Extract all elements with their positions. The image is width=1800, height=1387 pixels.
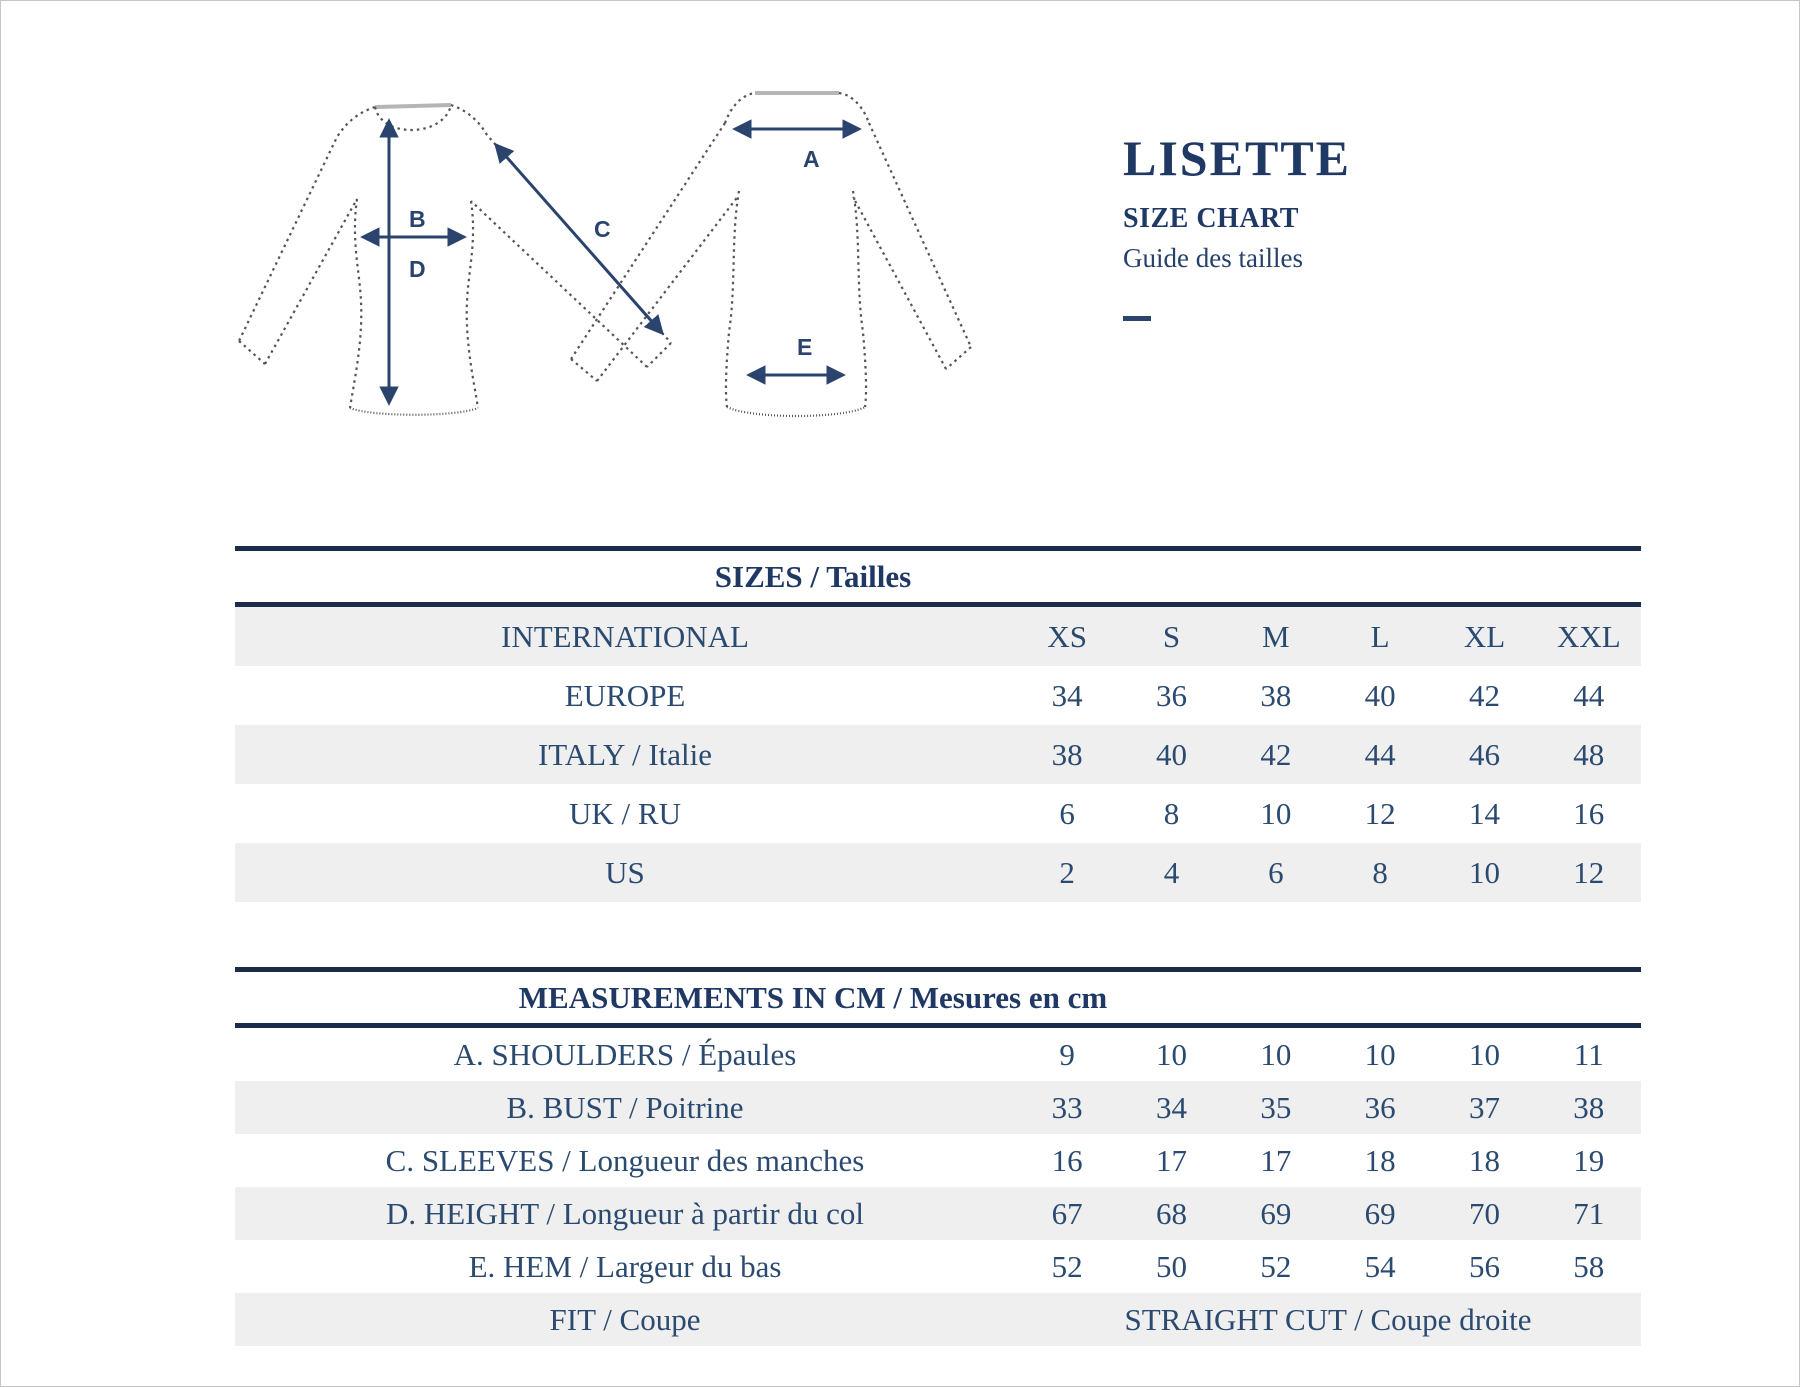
sizes-row-italy bbox=[235, 725, 1641, 784]
measure-value: 34 bbox=[1155, 1089, 1187, 1125]
back-left-shoulder bbox=[725, 93, 755, 123]
chart-subtitle-fr: Guide des tailles bbox=[1123, 243, 1303, 273]
measure-value: 69 bbox=[1260, 1195, 1292, 1231]
row-label: ITALY / Italie bbox=[537, 736, 713, 772]
measure-value: 52 bbox=[1051, 1248, 1083, 1284]
label-d: D bbox=[409, 256, 426, 282]
measure-value: 56 bbox=[1468, 1248, 1500, 1284]
row-label: E. HEM / Largeur du bas bbox=[468, 1248, 782, 1284]
size-value: 6 bbox=[1268, 854, 1284, 890]
row-label: C. SLEEVES / Longueur des manches bbox=[385, 1142, 865, 1178]
size-value: 42 bbox=[1468, 677, 1500, 713]
size-value: 12 bbox=[1364, 795, 1396, 831]
size-value: 34 bbox=[1051, 677, 1083, 713]
sizes-row-international bbox=[235, 607, 1641, 666]
size-value: 38 bbox=[1051, 736, 1083, 772]
size-value: 4 bbox=[1163, 854, 1180, 890]
back-right-side bbox=[853, 191, 866, 407]
back-right-shoulder bbox=[839, 93, 869, 123]
row-label: FIT / Coupe bbox=[549, 1301, 701, 1337]
title-block bbox=[1123, 130, 1352, 321]
size-value: 40 bbox=[1155, 736, 1187, 772]
sizes-row-us bbox=[235, 843, 1641, 902]
size-col-xl: XL bbox=[1463, 618, 1506, 654]
measure-row-shoulders bbox=[235, 1028, 1641, 1081]
front-neckline bbox=[375, 105, 451, 130]
measurements-table-title: MEASUREMENTS IN CM / Mesures en cm bbox=[518, 979, 1108, 1015]
label-c: C bbox=[594, 216, 611, 242]
size-col-m: M bbox=[1262, 618, 1290, 654]
measure-value: 10 bbox=[1468, 1036, 1500, 1072]
garment-back-view bbox=[571, 93, 971, 416]
measure-value: 58 bbox=[1573, 1248, 1605, 1284]
measure-value: 38 bbox=[1573, 1089, 1605, 1125]
measure-value: 35 bbox=[1260, 1089, 1292, 1125]
size-value: 44 bbox=[1573, 677, 1605, 713]
size-value: 10 bbox=[1468, 854, 1500, 890]
measure-value: 16 bbox=[1051, 1142, 1083, 1178]
front-hem-line bbox=[350, 408, 478, 415]
size-value: 40 bbox=[1364, 677, 1396, 713]
row-label: INTERNATIONAL bbox=[501, 618, 749, 654]
measure-row-bust bbox=[235, 1081, 1641, 1134]
measure-value: 10 bbox=[1364, 1036, 1396, 1072]
sizes-row-europe bbox=[235, 666, 1641, 725]
sizes-row-uk bbox=[235, 784, 1641, 843]
back-right-cuff bbox=[946, 347, 971, 369]
front-right-side bbox=[467, 201, 478, 408]
front-right-cuff bbox=[647, 343, 671, 367]
label-e: E bbox=[797, 334, 813, 360]
measure-value: 70 bbox=[1468, 1195, 1500, 1231]
size-value: 36 bbox=[1155, 677, 1187, 713]
chart-title: SIZE CHART bbox=[1123, 203, 1299, 234]
row-label: US bbox=[605, 854, 645, 890]
measure-value: 54 bbox=[1364, 1248, 1396, 1284]
back-hem-line bbox=[727, 407, 865, 416]
back-left-side bbox=[726, 191, 739, 407]
measure-value: 18 bbox=[1468, 1142, 1500, 1178]
title-divider-dash bbox=[1123, 316, 1151, 321]
size-value: 38 bbox=[1260, 677, 1292, 713]
row-label: B. BUST / Poitrine bbox=[506, 1089, 744, 1125]
label-a: A bbox=[803, 146, 820, 172]
size-value: 12 bbox=[1573, 854, 1605, 890]
row-label: UK / RU bbox=[569, 795, 681, 831]
measure-value: 18 bbox=[1364, 1142, 1396, 1178]
measure-value: 68 bbox=[1155, 1195, 1187, 1231]
measure-arrow-c bbox=[496, 145, 662, 333]
size-value: 44 bbox=[1364, 736, 1396, 772]
front-left-cuff bbox=[239, 341, 265, 364]
label-b: B bbox=[409, 206, 426, 232]
row-label: EUROPE bbox=[564, 677, 686, 713]
sizes-table bbox=[235, 546, 1641, 902]
size-value: 2 bbox=[1059, 854, 1075, 890]
size-col-s: S bbox=[1162, 618, 1181, 654]
front-left-sleeve-inner bbox=[265, 199, 357, 364]
size-value: 42 bbox=[1260, 736, 1292, 772]
measure-value: 33 bbox=[1051, 1089, 1083, 1125]
size-value: 48 bbox=[1573, 736, 1605, 772]
measure-value: 71 bbox=[1573, 1195, 1605, 1231]
size-value: 8 bbox=[1163, 795, 1180, 831]
measure-value: 17 bbox=[1260, 1142, 1292, 1178]
measure-value: 67 bbox=[1051, 1195, 1083, 1231]
back-right-sleeve-outer bbox=[869, 123, 971, 347]
measure-value: 36 bbox=[1364, 1089, 1396, 1125]
measure-row-sleeves bbox=[235, 1134, 1641, 1187]
measure-value: 9 bbox=[1059, 1036, 1075, 1072]
garment-diagram bbox=[219, 77, 981, 433]
size-col-xxl: XXL bbox=[1556, 618, 1621, 654]
front-neck-top-line bbox=[375, 105, 451, 107]
front-left-side bbox=[350, 199, 361, 408]
measure-row-hem bbox=[235, 1240, 1641, 1293]
sizes-table-title: SIZES / Tailles bbox=[714, 558, 912, 594]
measurements-table bbox=[235, 967, 1641, 1346]
brand-title: LISETTE bbox=[1123, 130, 1352, 186]
back-left-cuff bbox=[571, 359, 597, 381]
measure-value: 10 bbox=[1260, 1036, 1292, 1072]
measure-value: 37 bbox=[1468, 1089, 1500, 1125]
front-measure-arrows bbox=[363, 121, 662, 403]
size-col-l: L bbox=[1370, 618, 1390, 654]
size-value: 46 bbox=[1468, 736, 1500, 772]
fit-value: STRAIGHT CUT / Coupe droite bbox=[1124, 1301, 1532, 1337]
measure-value: 69 bbox=[1364, 1195, 1396, 1231]
back-right-sleeve-inner bbox=[853, 197, 946, 369]
measure-row-fit bbox=[235, 1293, 1641, 1346]
size-value: 10 bbox=[1260, 795, 1292, 831]
row-label: A. SHOULDERS / Épaules bbox=[453, 1036, 797, 1072]
measure-value: 10 bbox=[1155, 1036, 1187, 1072]
measure-value: 19 bbox=[1573, 1142, 1605, 1178]
garment-front-view bbox=[239, 105, 671, 415]
measure-row-height bbox=[235, 1187, 1641, 1240]
size-value: 6 bbox=[1059, 795, 1075, 831]
measure-value: 50 bbox=[1155, 1248, 1187, 1284]
size-value: 16 bbox=[1573, 795, 1605, 831]
measure-value: 11 bbox=[1573, 1036, 1604, 1072]
measure-value: 17 bbox=[1155, 1142, 1187, 1178]
measure-value: 52 bbox=[1260, 1248, 1292, 1284]
row-label: D. HEIGHT / Longueur à partir du col bbox=[385, 1195, 865, 1231]
front-left-sleeve-outer bbox=[239, 107, 375, 341]
size-value: 14 bbox=[1468, 795, 1500, 831]
size-value: 8 bbox=[1372, 854, 1388, 890]
size-col-xs: XS bbox=[1047, 618, 1087, 654]
